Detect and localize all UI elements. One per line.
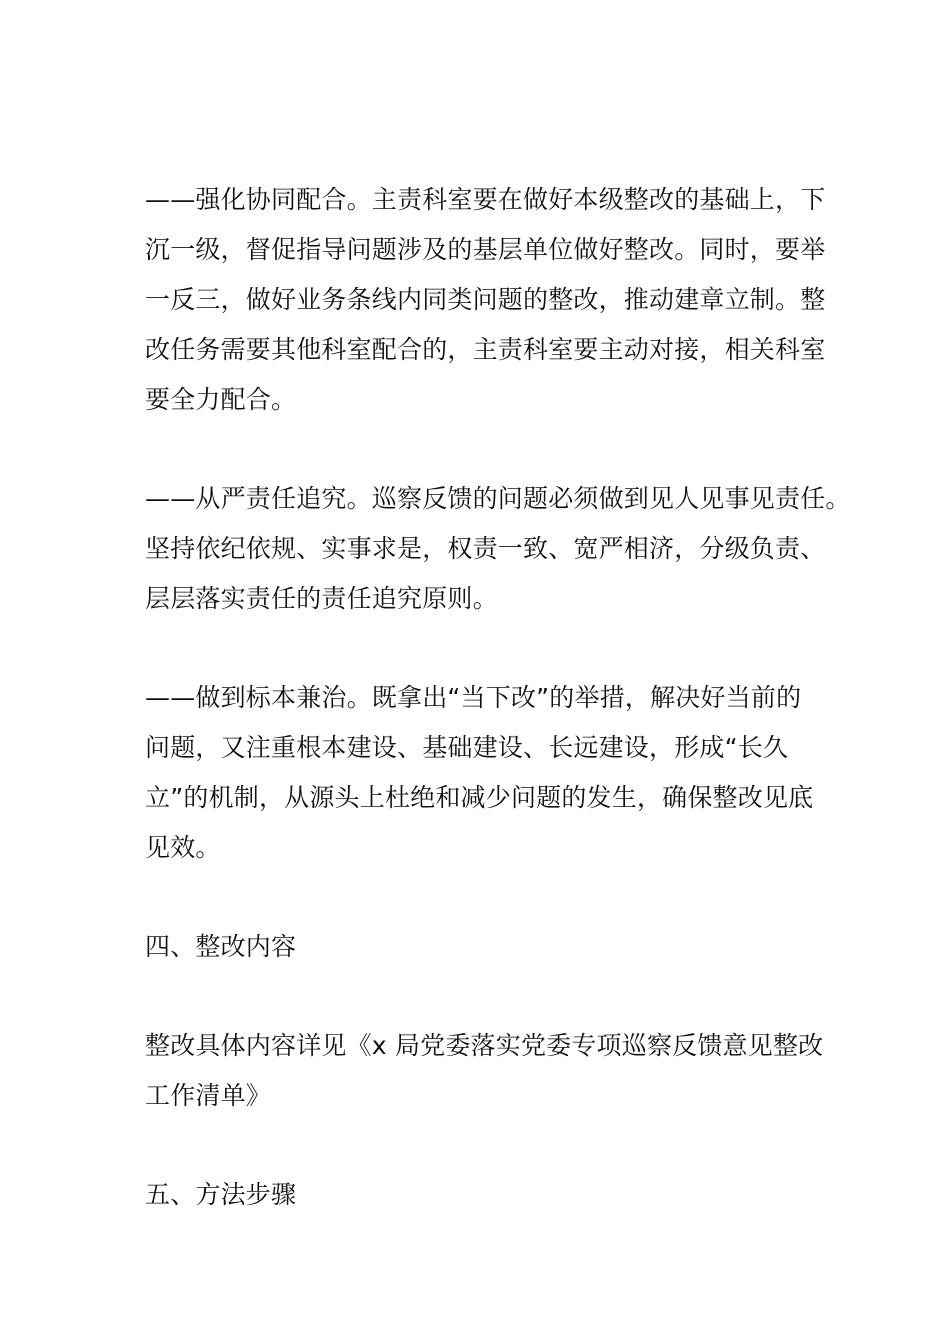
text-line: 问题，又注重根本建设、基础建设、长远建设，形成“长久 [145, 733, 789, 762]
text-line: ——做到标本兼治。既拿出“当下改”的举措，解决好当前的 [145, 683, 802, 712]
text-line: 工作清单》 [145, 1081, 272, 1110]
section-heading-content [145, 922, 825, 972]
paragraph-root-causes [145, 673, 825, 873]
text-line: 坚持依纪依规、实事求是，权责一致、宽严相济，分级负责、 [145, 534, 826, 563]
text-line: 改任务需要其他科室配合的，主责科室要主动对接，相关科室 [145, 335, 826, 364]
text-line: 要全力配合。 [145, 385, 297, 414]
paragraph-coordination [145, 175, 825, 425]
heading-line: 五、方法步骤 [145, 1180, 297, 1209]
section-heading-methods [145, 1170, 825, 1220]
text-line: 沉一级，督促指导问题涉及的基层单位做好整改。同时，要举 [145, 235, 826, 264]
text-line: 立”的机制，从源头上杜绝和减少问题的发生，确保整改见底 [145, 783, 814, 812]
paragraph-content-detail [145, 1021, 825, 1121]
text-line: 见效。 [145, 833, 221, 862]
text-line: ——从严责任追究。巡察反馈的问题必须做到见人见事见责任。 [145, 484, 851, 513]
text-line: 整改具体内容详见《x 局党委落实党委专项巡察反馈意见整改 [145, 1031, 824, 1060]
heading-line: 四、整改内容 [145, 932, 297, 961]
text-line: 层层落实责任的责任追究原则。 [145, 584, 498, 613]
paragraph-accountability [145, 474, 851, 624]
text-line: ——强化协同配合。主责科室要在做好本级整改的基础上，下 [145, 185, 826, 214]
text-line: 一反三，做好业务条线内同类问题的整改，推动建章立制。整 [145, 285, 826, 314]
